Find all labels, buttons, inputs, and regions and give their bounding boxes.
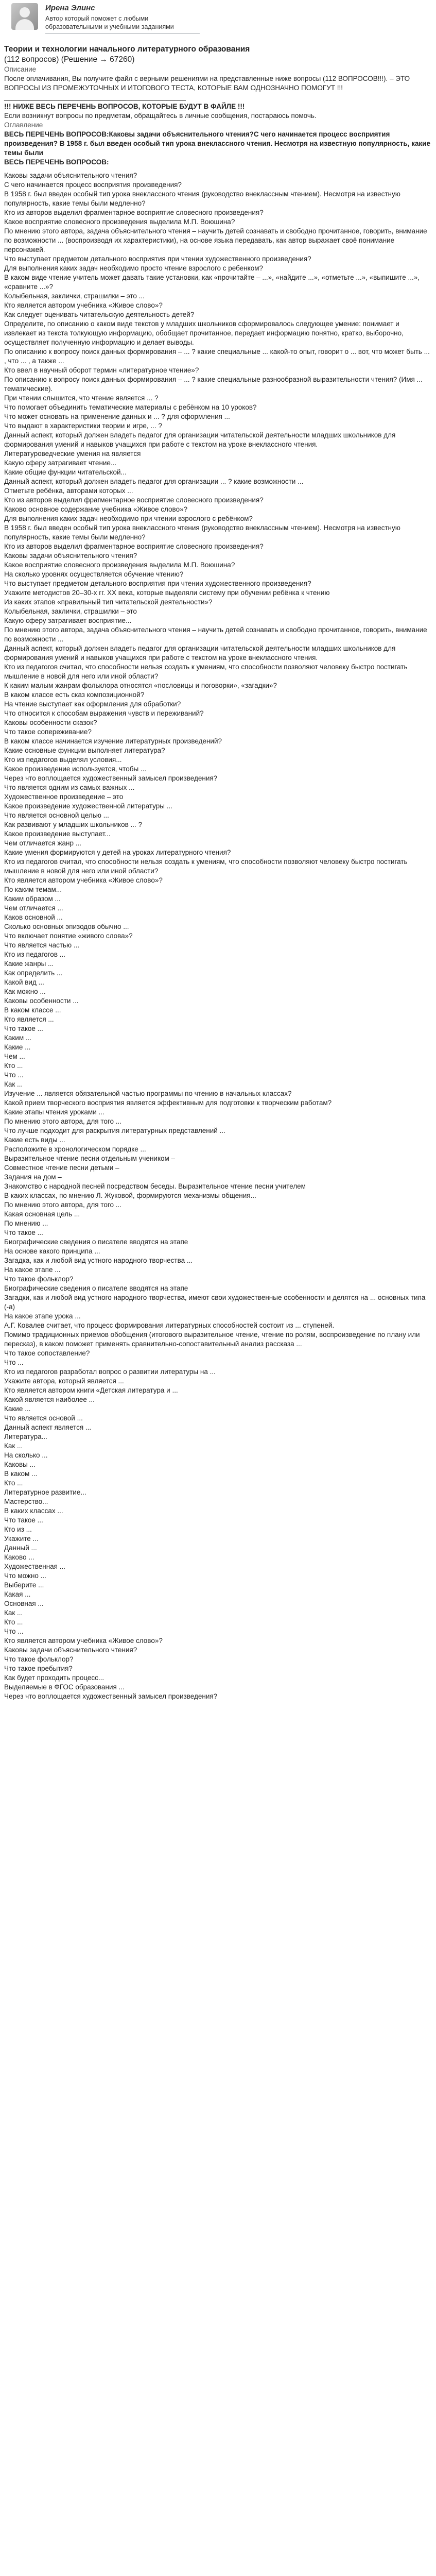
divider-line: _______________________________________________ — [4, 93, 186, 101]
question-item: Что является основой ... — [4, 1414, 83, 1422]
question-item: По мнению этого автора, задача объяснительного чтения – научить детей сознавать и свободно прочитанное, говорить, внимание по возможности ... — [4, 626, 427, 643]
question-item: Как ... — [4, 1080, 23, 1088]
question-item: Отметьте ребёнка, авторами которых ... — [4, 487, 133, 495]
question-item: Каковы задачи объяснительного чтения? — [4, 552, 137, 560]
question-item: Какой является наиболее ... — [4, 1396, 95, 1403]
question-item: Каковы задачи объяснительного чтения? — [4, 1646, 137, 1654]
document-title — [4, 44, 432, 55]
question-item: Литературное развитие... — [4, 1488, 86, 1496]
question-item: А.Г. Ковалев считает, что процесс формирования литературных способностей состоит из ... ступеней. — [4, 1321, 335, 1329]
question-item: На какое этапе урока ... — [4, 1312, 81, 1320]
question-item: Кто ... — [4, 1618, 23, 1626]
question-item: В каких классах ... — [4, 1507, 63, 1515]
question-item: Что является частью ... — [4, 941, 80, 949]
question-item: По мнению этого автора, для того ... — [4, 1201, 122, 1209]
question-item: Какие жанры ... — [4, 960, 54, 968]
question-item: Какие умения формируются у детей на уроках литературного чтения? — [4, 849, 231, 856]
question-item: Кто ввел в научный оборот термин «литературное чтение»? — [4, 366, 199, 374]
question-item: Знакомство с народной песней посредством беседы. Выразительное чтение песни учителем — [4, 1182, 306, 1190]
question-item: Чем отличается ... — [4, 904, 63, 912]
question-item: Кто является автором книги «Детская литература и ... — [4, 1386, 178, 1394]
question-item: Через что воплощается художественный замысел произведения? — [4, 774, 218, 782]
question-item: Что включает понятие «живого слова»? — [4, 932, 133, 940]
question-item: В каком классе есть сказ композиционной? — [4, 691, 145, 699]
question-item: В каком ... — [4, 1470, 38, 1478]
question-item: Каково основное содержание учебника «Живое слово»? — [4, 505, 188, 513]
question-item: Загадки, как и любой вид устного народного творчества, имеют свои художественные особенности и делятся на ... основных типа (-а) — [4, 1294, 426, 1311]
question-item: Что выступает предметом детального восприятия при чтении художественного произведения? — [4, 255, 311, 263]
question-item: Кто из педагогов считал, что способности нельзя создать к умениям, что способности позволяют человеку быстро постигать мышление в новой для него или иной области? — [4, 663, 408, 680]
question-item: Выразительное чтение песни отдельным учеником – — [4, 1155, 176, 1162]
question-item: Что можно ... — [4, 1572, 46, 1580]
question-item: Укажите автора, который является ... — [4, 1377, 124, 1385]
question-item: Каков основной ... — [4, 913, 63, 921]
question-item: Кто является автором учебника «Живое слово»? — [4, 1637, 163, 1645]
question-item: Какие этапы чтения уроками ... — [4, 1108, 104, 1116]
question-item: Каким ... — [4, 1034, 32, 1042]
question-item: По описанию к вопросу поиск данных формирования – ... ? какие специальные ... какой-то опыт, говорит о ... вот, что может быть ... , что ... , а также ... — [4, 348, 430, 365]
question-item: Кто из педагогов разработал вопрос о развитии литературы на ... — [4, 1368, 216, 1376]
question-item: Что выдают в характеристики теории и игре, ... ? — [4, 422, 162, 430]
question-item: На чтение выступает как оформления для обработки? — [4, 700, 181, 708]
question-item: На сколько ... — [4, 1451, 48, 1459]
question-item: На какое этапе ... — [4, 1266, 61, 1274]
question-item: Кто является автором учебника «Живое слово»? — [4, 876, 163, 884]
question-item: Кто из авторов выделил фрагментарное восприятие словесного произведения? — [4, 496, 264, 504]
question-item: Что лучше подходит для раскрытия литературных представлений ... — [4, 1127, 225, 1134]
question-item: Основная ... — [4, 1600, 44, 1607]
question-item: Загадка, как и любой вид устного народного творчества ... — [4, 1257, 193, 1264]
question-item: Как ... — [4, 1609, 23, 1617]
question-item: Что такое ... — [4, 1025, 43, 1032]
question-item: Колыбельная, заклички, страшилки – это — [4, 607, 137, 615]
question-item: Как ... — [4, 1442, 23, 1450]
question-item: Какое восприятие словесного произведения выделила М.П. Воюшина? — [4, 561, 235, 569]
question-item: Какое восприятие словесного произведения выделила М.П. Воюшина? — [4, 218, 235, 226]
question-item: В 1958 г. был введен особый тип урока внеклассного чтения (руководство внеклассным чтением). Несмотря на известную популярность, какие темы были медленно? — [4, 524, 400, 541]
question-item: Колыбельная, заклички, страшилки – это ... — [4, 292, 145, 300]
question-item: Что может основать на применение данных и ... ? для оформления ... — [4, 413, 230, 420]
question-item: Художественная ... — [4, 1563, 65, 1570]
question-item: К каким малым жанрам фольклора относятся «пословицы и поговорки», «загадки»? — [4, 682, 277, 689]
question-item: Какой вид ... — [4, 978, 44, 986]
question-item: Через что воплощается художественный замысел произведения? — [4, 1692, 218, 1700]
question-item: По мнению этого автора, задача объяснительного чтения – научить детей сознавать и свободно прочитанное, говорить, внимание по возможности ... (воспроизводя их характеристики), на основе языка передавать, как автор выражает своё понимание персонажей. — [4, 227, 427, 253]
question-item: Что является основной целью ... — [4, 811, 109, 819]
question-item: Какая основная цель ... — [4, 1210, 80, 1218]
question-item: Каковы особенности сказок? — [4, 719, 97, 726]
question-item: Какие общие функции читательской... — [4, 468, 127, 476]
question-item: Укажите ... — [4, 1535, 39, 1543]
question-item: Данный аспект является ... — [4, 1423, 92, 1431]
question-item: В 1958 г. был введен особый тип урока внеклассного чтения (руководство внеклассным чтением). Несмотря на известную популярность, какие темы были медленно? — [4, 190, 400, 207]
question-item: Укажите методистов 20–30-х гг. ХХ века, которые выделяли систему при обучении ребёнка к чтению — [4, 589, 330, 597]
question-item: Каким образом ... — [4, 895, 61, 903]
question-item: Какие ... — [4, 1043, 31, 1051]
question-item: Кто является автором учебника «Живое слово»? — [4, 301, 163, 309]
question-item: Что относится к способам выражения чувств и переживаний? — [4, 709, 204, 717]
question-item: Совместное чтение песни детьми – — [4, 1164, 119, 1172]
question-item: Как следует оценивать читательскую деятельность детей? — [4, 311, 195, 318]
question-item: Из каких этапов «правильный тип читательской деятельности»? — [4, 598, 213, 606]
question-item: Какая ... — [4, 1590, 31, 1598]
question-item: Задания на дом – — [4, 1173, 62, 1181]
question-item: При чтении слышится, что чтение является ... ? — [4, 394, 159, 402]
question-item: Каковы особенности ... — [4, 997, 79, 1005]
question-item: На основе какого принципа ... — [4, 1247, 100, 1255]
question-item: Выделяемые в ФГОС образования ... — [4, 1683, 125, 1691]
question-item: Данный аспект, который должен владеть педагог для организации читательской деятельности младших школьников для формирования умений и навыков учащихся при работе с текстом на уроке внеклассного чтения. — [4, 645, 396, 662]
question-item: Какое произведение художественной литературы ... — [4, 802, 172, 810]
question-item: Данный ... — [4, 1544, 37, 1552]
question-item: По мнению ... — [4, 1219, 48, 1227]
question-item: Какие есть виды ... — [4, 1136, 65, 1144]
question-item: Что помогает объединить тематические материалы с ребёнком на 10 уроков? — [4, 403, 257, 411]
question-item: Какое произведение используется, чтобы ... — [4, 765, 147, 773]
question-item: Мастерство... — [4, 1498, 48, 1505]
question-item: Сколько основных эпизодов обычно ... — [4, 923, 129, 930]
question-item: Помимо традиционных приемов обобщения (итогового выразительное чтение, чтение по ролям, воспроизведение по плану или пересказ), в каком поможет применять сравнительно-сопоставительный анализ рассказа ... — [4, 1331, 420, 1348]
question-item: В каких классах, по мнению Л. Жуковой, формируются механизмы общения... — [4, 1192, 256, 1199]
question-item: Что такое фольклор? — [4, 1655, 74, 1663]
question-item: Биографические сведения о писателе вводятся на этапе — [4, 1284, 188, 1292]
question-item: Биографические сведения о писателе вводятся на этапе — [4, 1238, 188, 1246]
question-item: Что такое фольклор? — [4, 1275, 74, 1283]
question-item: В каком классе ... — [4, 1006, 61, 1014]
question-item: Кто ... — [4, 1479, 23, 1487]
question-item: По мнению этого автора, для того ... — [4, 1117, 122, 1125]
question-item: Изучение ... является обязательной частью программы по чтению в начальных классах? — [4, 1090, 292, 1097]
question-item: С чего начинается процесс восприятия произведения? — [4, 181, 182, 189]
download-note: !!! НИЖЕ ВЕСЬ ПЕРЕЧЕНЬ ВОПРОСОВ, КОТОРЫЕ БУДУТ В ФАЙЛЕ !!! — [4, 103, 245, 110]
question-item: Кто из авторов выделил фрагментарное восприятие словесного произведения? — [4, 543, 264, 550]
question-item: Какое произведение выступает... — [4, 830, 111, 838]
document-title-text: Теории и технологии начального литературного образования — [4, 45, 250, 54]
question-item: Каково ... — [4, 1553, 34, 1561]
question-item: По описанию к вопросу поиск данных формирования – ... ? какие специальные разнообразной выразительности чтения? (Имя ... тематические). — [4, 376, 423, 393]
question-item: Что ... — [4, 1071, 24, 1079]
question-item: На сколько уровнях осуществляется обучение чтению? — [4, 570, 184, 578]
author-info — [45, 3, 200, 33]
question-item: Кто из авторов выделил фрагментарное восприятие словесного произведения? — [4, 209, 264, 216]
question-item: Что является одним из самых важных ... — [4, 784, 135, 791]
question-list — [4, 171, 432, 1701]
question-item: Расположите в хронологическом порядке ... — [4, 1145, 146, 1153]
question-item: Какие основные функции выполняет литература? — [4, 747, 165, 754]
question-item: Кто является ... — [4, 1015, 54, 1023]
question-item: Литературоведческие умения на является — [4, 450, 141, 457]
question-item: Что такое ... — [4, 1516, 43, 1524]
question-item: Данный аспект, который должен владеть педагог для организации читательской деятельности младших школьников для формирования умений и навыков учащихся при работе с текстом на уроке внеклассного чтения. — [4, 431, 396, 448]
question-item: Чем отличается жанр ... — [4, 839, 82, 847]
question-item: Какую сферу затрагивает восприятие... — [4, 617, 132, 624]
question-item: Кто из ... — [4, 1526, 32, 1533]
help-note: Если возникнут вопросы по предметам, обращайтесь в личные сообщения, постараюсь помочь. — [4, 112, 317, 120]
question-item: Кто из педагогов считал, что способности нельзя создать к умениям, что способности позволяют человеку быстро постигать мышление в новой для него или иной области? — [4, 858, 408, 875]
toc-label: Оглавление — [4, 121, 43, 129]
question-item: Чем ... — [4, 1053, 25, 1060]
question-item: Какие ... — [4, 1405, 31, 1413]
question-item: Что ... — [4, 1359, 24, 1366]
question-item: Литература... — [4, 1433, 47, 1440]
intro-text: После оплачивания, Вы получите файл с верными решениями на представленные ниже вопросы (112 ВОПРОСОВ!!!). – ЭТО ВОПРОСЫ ИЗ ПРОМЕЖУТОЧНЫХ И ИТОГОВОГО ТЕСТА, КОТОРЫЕ ВАМ ОДНОЗНАЧНО ПОМОГУТ !!! — [4, 75, 410, 92]
list-heading: ВЕСЬ ПЕРЕЧЕНЬ ВОПРОСОВ:Каковы задачи объяснительного чтения?С чего начинается процесс восприятия произведения? В 1958 г. был введен особый тип урока внеклассного чтения. Несмотря на известную популярность, какие темы были — [4, 130, 430, 157]
question-item: Кто из педагогов выделял условия... — [4, 756, 122, 764]
question-item: Кто ... — [4, 1062, 23, 1070]
question-item: Как будет проходить процесс... — [4, 1674, 104, 1682]
question-item: Что такое сопереживание? — [4, 728, 92, 736]
description-label: Описание — [4, 65, 37, 73]
question-item: В каком виде чтение учитель может давать такие установки, как «прочитайте – ...», «найдите ...», «отметьте ...», «выпишите ...», «сравните ...»? — [4, 274, 420, 291]
question-item: По каким темам... — [4, 886, 62, 893]
question-item: Определите, по описанию о каком виде текстов у младших школьников сформировалось следующее умение: понимает и извлекает из текста толкующую информацию, обобщает прочитанное, передает информацию понятно, кратко, выборочно, осуществляет полученную информацию и делает выводы. — [4, 320, 404, 346]
list-footer: ВЕСЬ ПЕРЕЧЕНЬ ВОПРОСОВ: — [4, 158, 109, 166]
question-item: Что такое пребытия? — [4, 1665, 73, 1672]
question-item: Какую сферу затрагивает чтение... — [4, 459, 117, 467]
question-item: Кто из педагогов ... — [4, 951, 65, 958]
question-item: Для выполнения каких задач необходимо при чтении взрослого с ребёнком? — [4, 515, 253, 522]
question-item: Что такое ... — [4, 1229, 43, 1236]
author-card — [4, 0, 432, 44]
question-item: Что ... — [4, 1628, 24, 1635]
question-item: В каком классе начинается изучение литературных произведений? — [4, 737, 222, 745]
question-item: Художественное произведение – это — [4, 793, 124, 801]
question-item: Что такое сопоставление? — [4, 1349, 90, 1357]
question-item: Что выступает предметом детального восприятия при чтении художественного произведения? — [4, 580, 311, 587]
question-item: Как можно ... — [4, 988, 46, 995]
question-item: Данный аспект, который должен владеть педагог для организации ... ? какие возможности ... — [4, 478, 304, 485]
question-item: Для выполнения каких задач необходимо просто чтение взрослого с ребенком? — [4, 264, 263, 272]
question-item: Как определить ... — [4, 969, 63, 977]
question-item: Какой прием творческого восприятия является эффективным для подготовки к творческим работам? — [4, 1099, 332, 1107]
question-item: Каковы задачи объяснительного чтения? — [4, 172, 137, 179]
question-item: Выберите ... — [4, 1581, 44, 1589]
author-avatar[interactable] — [11, 3, 38, 30]
document-subtitle: (112 вопросов) (Решение → 67260) — [4, 55, 135, 64]
question-item: Каковы ... — [4, 1461, 36, 1468]
question-item: Как развивают у младших школьников ... ? — [4, 821, 143, 828]
author-description: Автор который поможет с любыми образовательными и учебными заданиями — [45, 15, 174, 30]
author-name[interactable]: Ирена Элинс — [45, 4, 95, 12]
